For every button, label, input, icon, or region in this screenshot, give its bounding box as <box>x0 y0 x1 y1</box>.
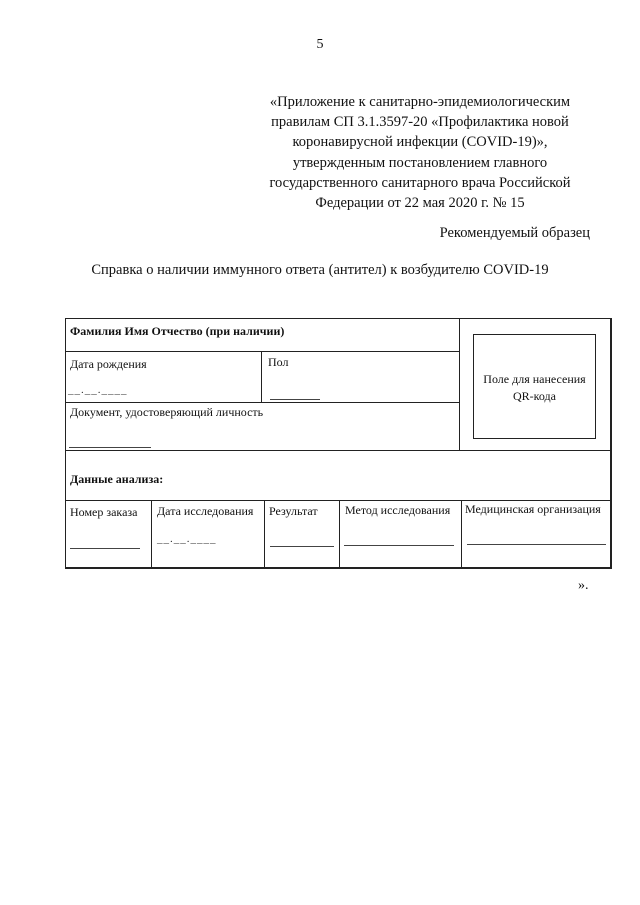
cell-divider <box>264 500 265 568</box>
row-divider <box>65 402 459 403</box>
column-method: Метод исследования <box>345 503 451 517</box>
row-divider <box>65 450 611 451</box>
form-right-border <box>610 318 612 569</box>
appendix-line: утвержденным постановлением главного <box>292 154 548 171</box>
birth-date-field[interactable]: __.__.____ <box>68 384 128 396</box>
order-number-field[interactable] <box>70 548 140 549</box>
cell-divider <box>339 500 340 568</box>
appendix-line: правилам СП 3.1.3597-20 «Профилактика новой <box>271 114 569 131</box>
form-top-border <box>65 318 611 319</box>
cell-divider <box>261 351 262 402</box>
study-date-field[interactable]: __.__.____ <box>157 533 217 545</box>
id-document-label: Документ, удостоверяющий личность <box>70 405 264 419</box>
medical-organization-field[interactable] <box>467 544 606 545</box>
sample-label: Рекомендуемый образец <box>439 225 590 241</box>
column-order-number: Номер заказа <box>70 505 138 519</box>
column-study-date: Дата исследования <box>157 504 254 518</box>
id-document-field[interactable] <box>69 447 151 448</box>
qr-field-label: Поле для нанесения QR-кода <box>483 372 586 403</box>
form-left-border <box>65 318 66 568</box>
sex-label: Пол <box>268 355 289 369</box>
closing-mark: ». <box>578 578 589 593</box>
full-name-label: Фамилия Имя Отчество (при наличии) <box>70 324 285 338</box>
sex-field[interactable] <box>270 399 320 400</box>
appendix-line: Федерации от 22 мая 2020 г. № 15 <box>315 195 525 212</box>
document-title: Справка о наличии иммунного ответа (антител) к возбудителю COVID-19 <box>91 262 549 278</box>
analysis-section-label: Данные анализа: <box>70 472 164 486</box>
column-medical-organization: Медицинская организация <box>465 502 601 516</box>
row-divider <box>65 500 611 501</box>
birth-date-label: Дата рождения <box>70 357 147 371</box>
qr-column-divider <box>459 318 460 450</box>
result-field[interactable] <box>270 546 334 547</box>
appendix-line: государственного санитарного врача Российской <box>269 174 571 191</box>
method-field[interactable] <box>344 545 454 546</box>
row-divider <box>65 351 459 352</box>
appendix-line: «Приложение к санитарно-эпидемиологическим <box>269 94 571 110</box>
appendix-header <box>250 92 590 213</box>
cell-divider <box>151 500 152 568</box>
column-result: Результат <box>269 504 318 518</box>
page-number: 5 <box>316 37 324 52</box>
appendix-line: коронавирусной инфекции (COVID-19)», <box>292 134 548 151</box>
cell-divider <box>461 500 462 568</box>
